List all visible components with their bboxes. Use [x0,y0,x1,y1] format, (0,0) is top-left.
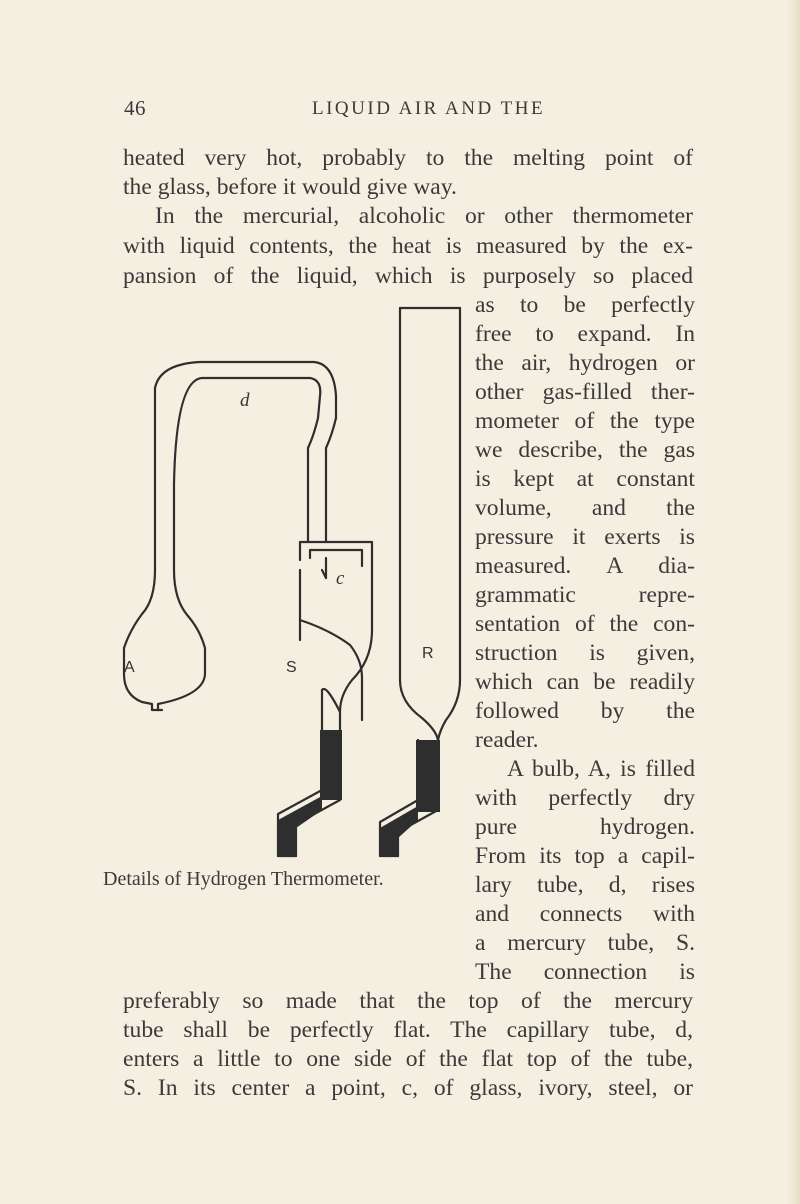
point-label: c [336,568,345,589]
text-line: A bulb, A, is filled [507,756,695,782]
text-line: lary tube, d, rises [475,872,695,898]
text-line: the air, hydrogen or [475,350,695,376]
text-line: grammatic repre- [475,582,695,608]
figure-caption: Details of Hydrogen Thermometer. [103,868,384,890]
text-line: as to be perfectly [475,292,695,318]
running-head: LIQUID AIR AND THE [312,98,546,119]
text-line: S. In its center a point, c, of glass, ivory, steel, or [123,1075,693,1101]
text-line: In the mercurial, alcoholic or other thermometer [155,203,693,229]
text-line: From its top a capil- [475,843,695,869]
text-line: sentation of the con- [475,611,695,637]
text-line: is kept at constant [475,466,695,492]
text-line: pure hydrogen. [475,814,695,840]
reservoir-label: R [422,645,434,662]
text-line: free to expand. In [475,321,695,347]
text-line: heated very hot, probably to the melting point of [123,145,693,171]
text-line: measured. A dia- [475,553,695,579]
text-line: a mercury tube, S. [475,930,695,956]
text-line: mometer of the type [475,408,695,434]
text-line: other gas-filled ther- [475,379,695,405]
text-line: reader. [475,727,539,753]
text-line: with liquid contents, the heat is measured by the ex- [123,233,693,259]
text-line: which can be readily [475,669,695,695]
capillary-label: d [240,390,250,411]
text-line: pressure it exerts is [475,524,695,550]
text-line: preferably so made that the top of the mercury [123,988,693,1014]
text-line: pansion of the liquid, which is purposely so placed [123,263,693,289]
text-line: struction is given, [475,640,695,666]
text-line: tube shall be perfectly flat. The capillary tube, d, [123,1017,693,1043]
text-line: with perfectly dry [475,785,695,811]
text-line: The connection is [475,959,695,985]
text-line: followed by the [475,698,695,724]
page-number: 46 [124,96,146,120]
text-line: enters a little to one side of the flat top of the tube, [123,1046,693,1072]
bulb-label: A [124,659,135,676]
page-header [0,96,800,126]
hydrogen-thermometer-figure [100,300,470,860]
text-line: volume, and the [475,495,695,521]
text-line: the glass, before it would give way. [123,174,457,200]
text-line: we describe, the gas [475,437,695,463]
text-line: and connects with [475,901,695,927]
page-edge [786,0,800,1204]
mercury-tube-label: S [286,659,297,676]
